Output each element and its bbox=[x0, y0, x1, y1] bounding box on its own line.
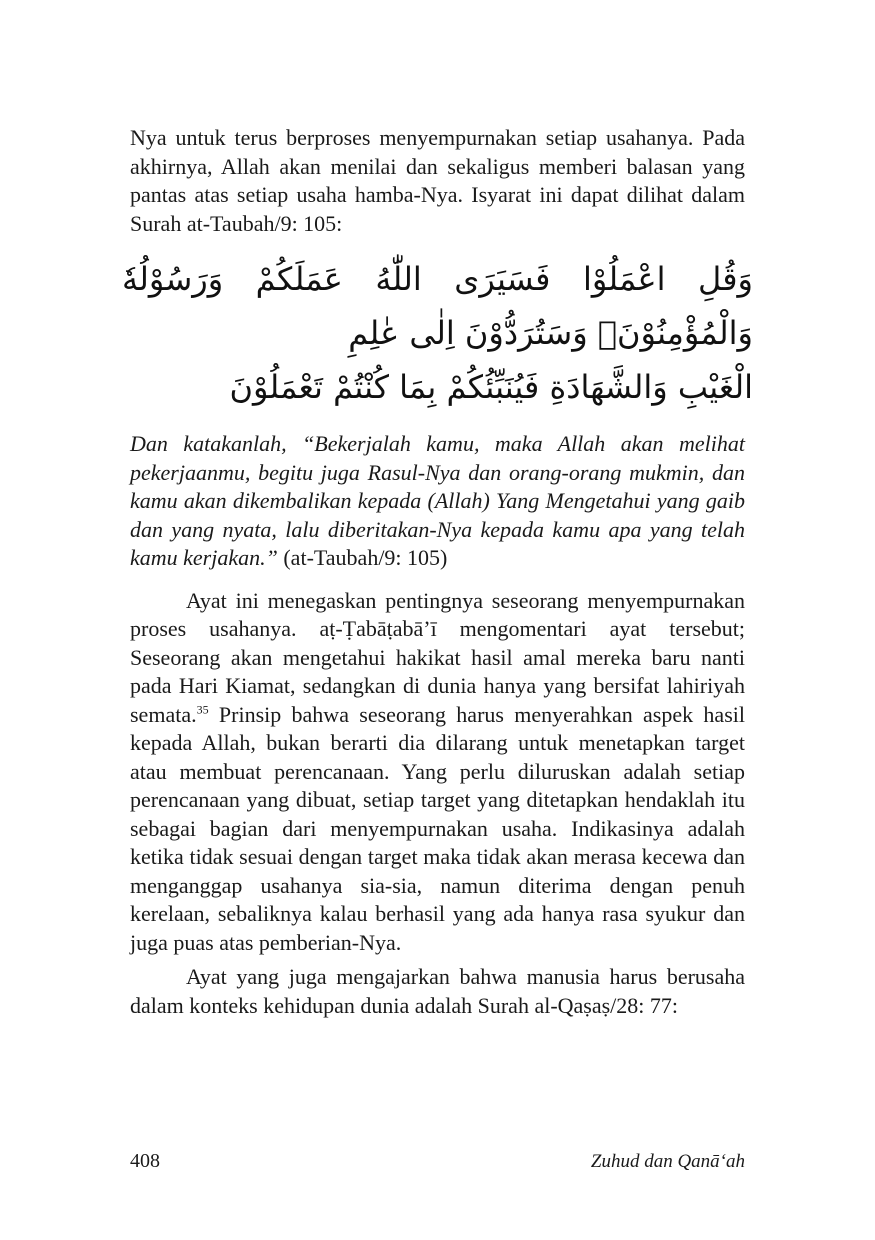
arabic-verse-line-2: الْغَيْبِ وَالشَّهَادَةِ فَيُنَبِّئُكُمْ بِمَا كُنْتُمْ تَعْمَلُوْنَ bbox=[229, 368, 753, 406]
footnote-marker[interactable]: 35 bbox=[196, 702, 209, 717]
page-footer bbox=[130, 1150, 745, 1173]
page-number: 408 bbox=[130, 1150, 160, 1172]
body-paragraph-2 bbox=[130, 587, 745, 958]
arabic-verse bbox=[122, 252, 753, 414]
body-paragraph-3: Ayat yang juga mengajarkan bahwa manusia harus berusaha dalam konteks kehidupan dunia adalah Surah al-Qaṣaṣ/28: 77: bbox=[130, 964, 745, 1018]
arabic-verse-line-1: وَقُلِ اعْمَلُوْا فَسَيَرَى اللّٰهُ عَمَلَكُمْ وَرَسُوْلُهٗ وَالْمُؤْمِنُوْنَۗ وَسَتُرَدُّوْنَ اِلٰى عٰلِمِ bbox=[122, 260, 753, 352]
verse-translation bbox=[130, 430, 745, 573]
intro-paragraph: Nya untuk terus berproses menyempurnakan setiap usahanya. Pada akhirnya, Allah akan menilai dan sekaligus memberi balasan yang pantas atas setiap usaha hamba-Nya. Isyarat ini dapat dilihat dalam Surah at-Taubah/9: 105: bbox=[130, 125, 745, 236]
page-body bbox=[122, 124, 753, 1020]
paragraph2-text-b: Prinsip bahwa seseorang harus menyerahkan aspek hasil kepada Allah, bukan berarti dia dilarang untuk menetapkan target atau membuat perencanaan. Yang perlu diluruskan adalah setiap perencanaan yang dibuat, setiap target yang ditetapkan hendaklah itu sebagai bagian dari menyempurnakan usaha. Indikasinya adalah ketika tidak sesuai dengan target maka tidak akan merasa kecewa dan menganggap usahanya sia-sia, namun diterima dengan penuh kerelaan, sebaliknya kalau berhasil yang ada hanya rasa syukur dan juga puas atas pemberian-Nya. bbox=[130, 701, 745, 955]
running-title: Zuhud dan Qanā‘ah bbox=[590, 1151, 745, 1172]
paragraph2-text-a: Ayat ini menegaskan pentingnya seseorang menyempurnakan proses usahanya. aṭ-Ṭabāṭabā’ī mengomentari ayat tersebut; Seseorang akan mengetahui hakikat hasil amal mereka baru nanti pada Hari Kiamat, sedangkan di dunia hanya yang bersifat lahiriyah semata. bbox=[130, 587, 745, 727]
translation-citation: (at-Taubah/9: 105) bbox=[277, 545, 448, 570]
translation-text: Dan katakanlah, “Bekerjalah kamu, maka Allah akan melihat pekerjaanmu, begitu juga Rasul-Nya dan orang-orang mukmin, dan kamu akan dikembalikan kepada (Allah) Yang Mengetahui yang gaib dan yang nyata, lalu diberitakan-Nya kepada kamu apa yang telah kamu kerjakan.” bbox=[130, 431, 745, 570]
